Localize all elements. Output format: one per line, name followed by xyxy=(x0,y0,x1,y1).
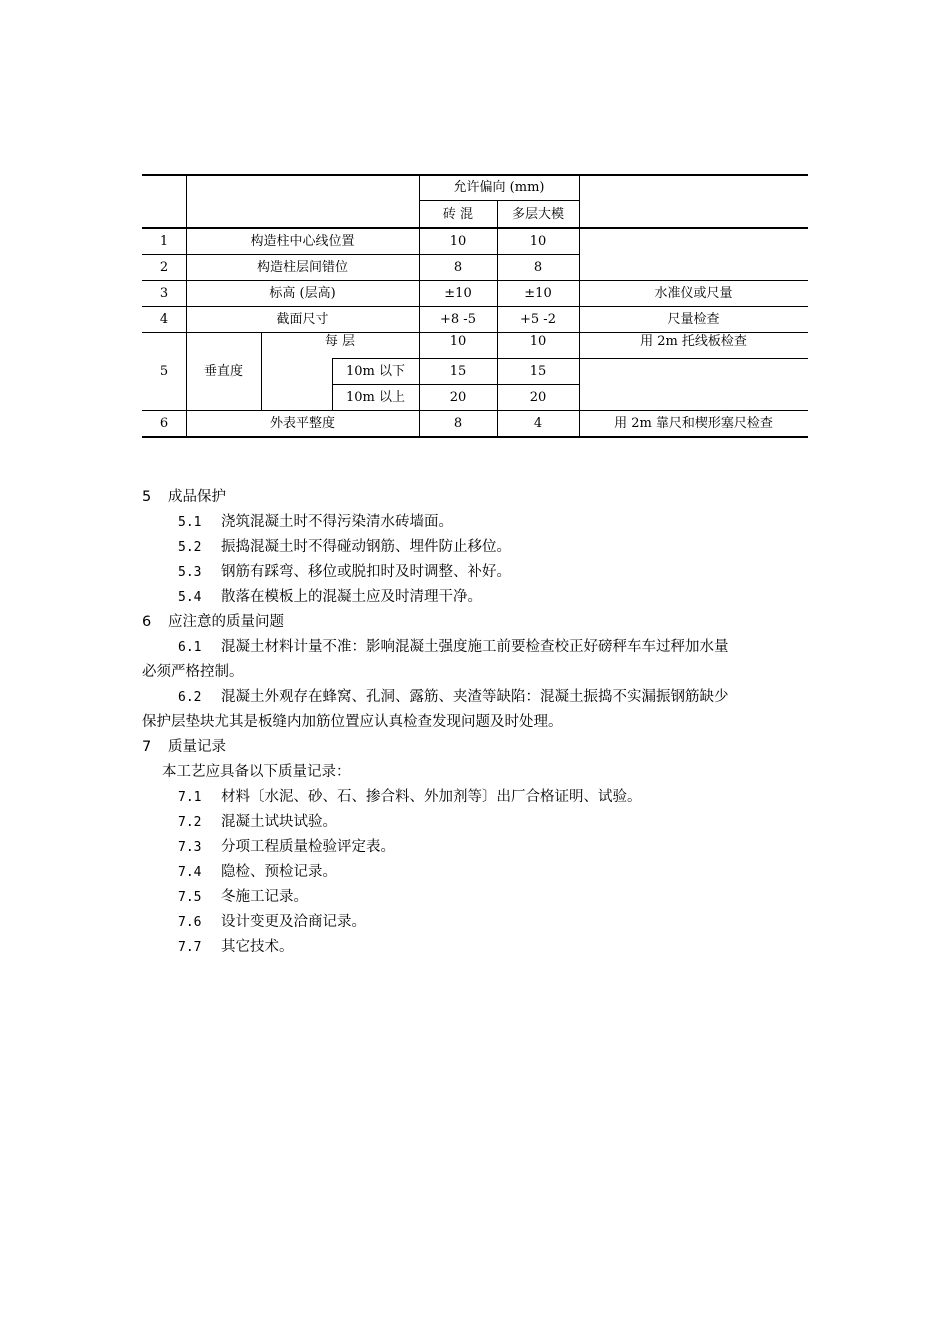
row-item: 截面尺寸 xyxy=(276,311,329,327)
item-number: 7.5 xyxy=(178,890,202,905)
row-method: 水准仪或尺量 xyxy=(654,285,733,301)
item-number: 7.3 xyxy=(178,840,202,855)
paragraph-line xyxy=(142,685,808,710)
row-value-b: ±10 xyxy=(524,285,552,301)
list-item xyxy=(142,935,808,960)
item-number: 7.2 xyxy=(178,815,202,830)
item-number: 5.1 xyxy=(178,515,202,530)
section-title: 成品保护 xyxy=(168,489,226,505)
row-method: 用 2m 托线板检查 xyxy=(640,333,747,349)
row-value-b: 15 xyxy=(529,363,547,379)
section-heading xyxy=(142,735,808,760)
paragraph-line: 必须严格控制。 xyxy=(142,664,244,680)
section-title: 应注意的质量问题 xyxy=(168,614,284,630)
row-item: 外表平整度 xyxy=(269,415,335,431)
row-item: 垂直度 xyxy=(203,363,243,379)
list-item xyxy=(142,585,808,610)
item-text: 其它技术。 xyxy=(221,939,294,955)
row-value-a: 8 xyxy=(453,415,463,431)
list-item xyxy=(142,510,808,535)
list-item xyxy=(142,535,808,560)
header-group: 允许偏向 (mm) xyxy=(453,180,545,195)
item-number: 7.4 xyxy=(178,865,202,880)
document-body xyxy=(142,485,808,960)
row-number: 5 xyxy=(159,363,169,379)
row-number: 2 xyxy=(159,259,169,275)
item-number: 6.2 xyxy=(178,690,202,705)
row-subitem: 每 层 xyxy=(324,333,356,349)
row-number: 1 xyxy=(159,233,169,249)
row-value-a: 10 xyxy=(449,333,467,349)
row-subitem: 10m 以上 xyxy=(345,389,405,405)
paragraph-line xyxy=(142,635,808,660)
section-title: 质量记录 xyxy=(168,739,226,755)
item-text: 钢筋有踩弯、移位或脱扣时及时调整、补好。 xyxy=(221,564,511,580)
item-text: 材料〔水泥、砂、石、掺合料、外加剂等〕出厂合格证明、试验。 xyxy=(221,789,642,805)
header-col-a: 砖 混 xyxy=(442,206,474,222)
section-number: 7 xyxy=(142,739,152,755)
deviation-table xyxy=(142,174,808,438)
row-subitem: 10m 以下 xyxy=(345,363,405,379)
item-text: 振捣混凝土时不得碰动钢筋、埋件防止移位。 xyxy=(221,539,511,555)
row-value-a: 10 xyxy=(449,233,467,249)
table-bottom-border xyxy=(142,436,808,438)
item-text: 浇筑混凝土时不得污染清水砖墙面。 xyxy=(221,514,453,530)
row-value-b: 8 xyxy=(533,259,543,275)
item-text: 混凝土材料计量不准：影响混凝土强度施工前要检查校正好磅秤车车过秤加水量 xyxy=(221,639,729,655)
row-number: 4 xyxy=(159,311,169,327)
row-value-b: 20 xyxy=(529,389,547,405)
row-value-b: 4 xyxy=(533,415,543,431)
item-number: 7.6 xyxy=(178,915,202,930)
item-text: 散落在模板上的混凝土应及时清理干净。 xyxy=(221,589,482,605)
section-intro: 本工艺应具备以下质量记录： xyxy=(162,764,351,780)
item-text: 隐检、预检记录。 xyxy=(221,864,337,880)
item-number: 5.3 xyxy=(178,565,202,580)
row-item: 构造柱中心线位置 xyxy=(250,233,355,249)
item-number: 5.2 xyxy=(178,540,202,555)
row-value-a: 8 xyxy=(453,259,463,275)
row-method: 尺量检查 xyxy=(667,311,720,327)
section-number: 5 xyxy=(142,489,152,505)
item-text: 混凝土外观存在蜂窝、孔洞、露筋、夹渣等缺陷：混凝土振捣不实漏振钢筋缺少 xyxy=(221,689,729,705)
row-item: 构造柱层间错位 xyxy=(256,259,348,275)
row-number: 6 xyxy=(159,415,169,431)
section-heading xyxy=(142,485,808,510)
list-item xyxy=(142,560,808,585)
section-heading xyxy=(142,610,808,635)
list-item xyxy=(142,910,808,935)
row-number: 3 xyxy=(159,285,169,301)
item-text: 混凝土试块试验。 xyxy=(221,814,337,830)
header-col-b: 多层大模 xyxy=(511,206,564,222)
row-method: 用 2m 靠尺和楔形塞尺检查 xyxy=(614,415,773,431)
paragraph-line: 保护层垫块尤其是板缝内加筋位置应认真检查发现问题及时处理。 xyxy=(142,714,563,730)
row-value-a: 20 xyxy=(449,389,467,405)
row-value-b: 10 xyxy=(529,333,547,349)
item-number: 7.7 xyxy=(178,940,202,955)
item-text: 设计变更及洽商记录。 xyxy=(221,914,366,930)
list-item xyxy=(142,785,808,810)
list-item xyxy=(142,860,808,885)
list-item xyxy=(142,835,808,860)
row-value-a: +8 -5 xyxy=(440,311,476,327)
row-value-a: ±10 xyxy=(444,285,472,301)
item-text: 冬施工记录。 xyxy=(221,889,308,905)
list-item xyxy=(142,810,808,835)
row-item: 标高 (层高) xyxy=(269,285,336,301)
item-text: 分项工程质量检验评定表。 xyxy=(221,839,395,855)
list-item xyxy=(142,885,808,910)
item-number: 5.4 xyxy=(178,590,202,605)
item-number: 7.1 xyxy=(178,790,202,805)
row-value-b: 10 xyxy=(529,233,547,249)
row-value-b: +5 -2 xyxy=(520,311,556,327)
section-number: 6 xyxy=(142,614,152,630)
row-value-a: 15 xyxy=(449,363,467,379)
item-number: 6.1 xyxy=(178,640,202,655)
